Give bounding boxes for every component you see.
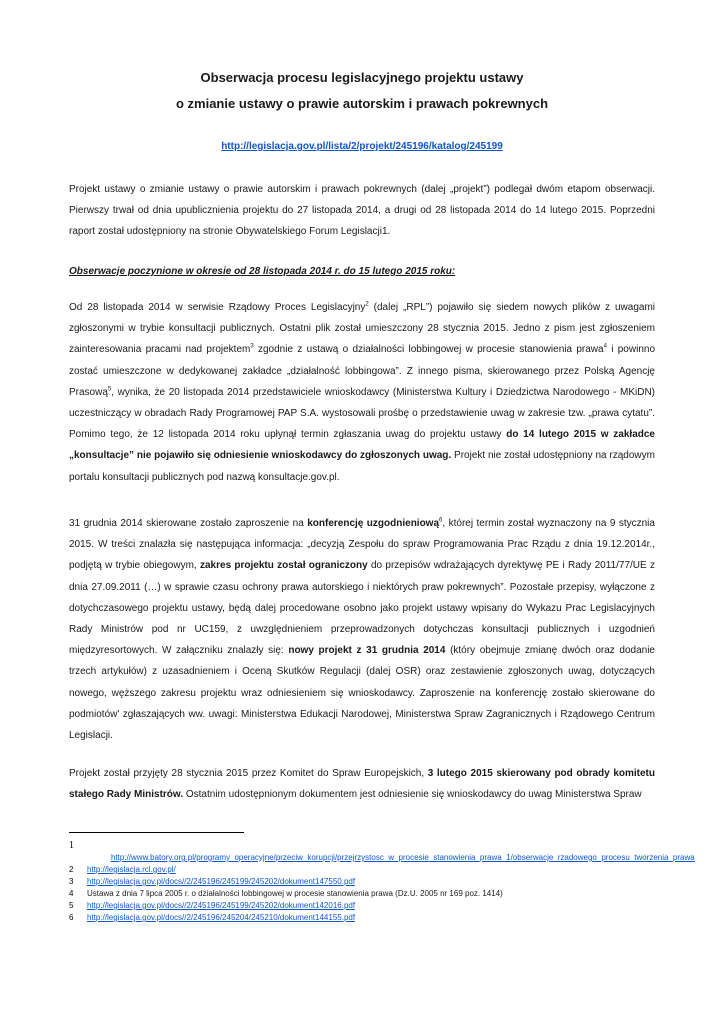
text-span: (który obejmuje zmianę dwóch oraz dodanie trzech artykułów) z uzasadnieniem i Oceną Skutków Regulacji (dalej OSR) oraz zestawienie zgłoszonych uwag, dotyczących nowego, węższego zakresu projektu wraz odniesieniem się wnioskodawcy. Zaproszenie na konferencję zostało skierowane do podmiotów' zgłaszających ww. uwagi: Ministerstwa Edukacji Narodowej, Ministerstwa Spraw Zagranicznych i Rządowego Centrum Legislacji. [69,645,655,742]
footnote-link[interactable]: http://legislacja.rcl.gov.pl/ [87,865,176,874]
footnote-2 [69,864,659,875]
footnote-3 [69,876,659,887]
footnote-ref-5[interactable]: 5 [107,386,112,393]
section-heading: Obserwacje poczynione w okresie od 28 listopada 2014 r. do 15 lutego 2015 roku: [69,266,456,277]
footnote-number: 1 [69,840,74,851]
footnote-4 [69,888,659,899]
text-span: i powinno zostać umieszczone w dedykowanej zakładce „działalność lobbingowa”. Z innego pisma, skierowanego przez Polską Agencję Prasową [69,344,656,398]
bold-text: zakres projektu został ograniczony [200,560,368,572]
document-title-line1: Obserwacja procesu legislacyjnego projektu ustawy [200,70,524,85]
text-span: Projekt został przyjęty 28 stycznia 2015 przez Komitet do Spraw Europejskich, [69,768,428,779]
text-span: zgodnie z ustawą o działalności lobbingowej w procesie stanowienia prawa [253,344,604,356]
footnote-link[interactable]: http://legislacja.gov.pl/docs//2/245196/245199/245202/dokument147550.pdf [87,877,356,886]
text-span: do przepisów wdrażających dyrektywę PE i Rady 2011/77/UE z dnia 27.09.2011 (…) w sprawie czasu ochrony prawa autorskiego i niektórych praw pokrewnych”. Pozostałe przepisy, wyłączone z dotychczasowego projektu ustawy, będą dalej procedowane osobno jako projekt ustawy wpisany do Wykazu Prac Legislacyjnych Rady Ministrów pod nr UC159, z uwzględnieniem przeprowadzonych dotychczas konsultacji publicznych i uzgodnień międzyresortowych. W załączniku znalazły się: [69,560,655,657]
footnote-separator [69,832,244,833]
footnote-number: 2 [69,865,74,874]
document-title-line2: o zmianie ustawy o prawie autorskim i prawach pokrewnych [175,96,549,111]
footnote-5 [69,900,659,911]
bold-text: nowy projekt z 31 grudnia 2014 [288,645,446,657]
project-link-container [69,137,655,157]
footnote-link[interactable]: http://legislacja.gov.pl/docs//2/245196/245199/245202/dokument142016.pdf [87,901,356,910]
text-span: 31 grudnia 2014 skierowane zostało zaproszenie na [69,518,308,529]
footnote-number: 5 [69,901,74,910]
footnote-text: Ustawa z dnia 7 lipca 2005 r. o działalności lobbingowej w procesie stanowienia prawa (Dz.U. 2005 nr 169 poz. 1414) [87,889,503,898]
text-span: , wynika, że 20 listopada 2014 przedstawiciele wnioskodawcy (Ministerstwa Kultury i Dziedzictwa Narodowego - MKiDN) uczestniczący w obradach Rady Programowej PAP S.A. wystosowali prośbę o przedstawienie uwag w zakresie tzw. „prawa cytatu”. Pomimo tego, że 12 listopada 2014 roku upłynął termin zgłaszania uwag do projektu ustawy [69,386,655,441]
footnote-number: 3 [69,877,74,886]
footnote-number: 6 [69,913,74,922]
bold-text: do 14 lutego 2015 w zakładce „konsultacje” nie pojawiło się odniesienie wnioskodawcy do zgłoszonych uwag. [69,429,655,462]
bold-text: konferencję uzgodnieniową [307,518,440,529]
text-span: , której termin został wyznaczony na 9 stycznia 2015. W treści znalazła się następująca informacja: „decyzją Zespołu do spraw Programowania Prac Rządu z dnia 19.12.2014r., podjętą w trybie obiegowym, [69,518,655,572]
footnote-ref-6[interactable]: 6 [439,517,443,524]
bold-text: 3 lutego 2015 skierowany pod obrady komitetu stałego Rady Ministrów. [69,768,655,801]
footnote-ref-3[interactable]: 3 [250,344,254,351]
footnotes [69,840,695,923]
intro-paragraph: Projekt ustawy o zmianie ustawy o prawie autorskim i prawach pokrewnych (dalej „projekt”) podlegał dwóm etapom obserwacji. Pierwszy trwał od dnia upublicznienia projektu do 27 listopada 2014, a drugi od 28 listopada 2014 do 14 lutego 2015. Poprzedni raport został udostępniony na stronie Obywatelskiego Forum Legislacji1. [69,184,655,238]
footnote-ref-2[interactable]: 2 [365,301,369,308]
text-span: (dalej „RPL”) pojawiło się siedem nowych plików z uwagami zgłoszonymi w trybie konsultacji publicznych. Ostatni plik został umieszczony 28 stycznia 2015. Jedno z pism jest zgłoszeniem zainteresowania pracami nad projektem [69,302,655,356]
paragraph-adoption [69,763,655,805]
project-link[interactable]: http://legislacja.gov.pl/lista/2/projekt/245196/katalog/245199 [221,141,503,152]
paragraph-rpl [69,297,655,488]
text-span: Od 28 listopada 2014 w serwisie Rządowy Proces Legislacyjny [69,302,366,313]
footnote-link[interactable]: http://www.batory.org.pl/programy_operacyjne/przeciw_korupcji/przejrzystosc_w_procesie_stanowienia_prawa_1/obserwacje_rzadowego_procesu_tworzenia_prawa [111,853,695,862]
text-span: Projekt nie został udostępniony na rządowym portalu konsultacji publicznych pod nazwą konsultacje.gov.pl. [69,450,655,483]
footnote-number: 4 [69,889,74,898]
footnote-1 [69,840,695,863]
footnote-ref-4[interactable]: 4 [603,344,607,351]
footnote-6 [69,912,659,923]
text-span: Ostatnim udostępnionym dokumentem jest odniesienie się wnioskodawcy do uwag Ministerstwa Spraw [183,789,642,801]
footnote-link[interactable]: http://legislacja.gov.pl/docs//2/245196/245204/245210/dokument144155.pdf [87,913,356,922]
paragraph-conference [69,513,655,746]
